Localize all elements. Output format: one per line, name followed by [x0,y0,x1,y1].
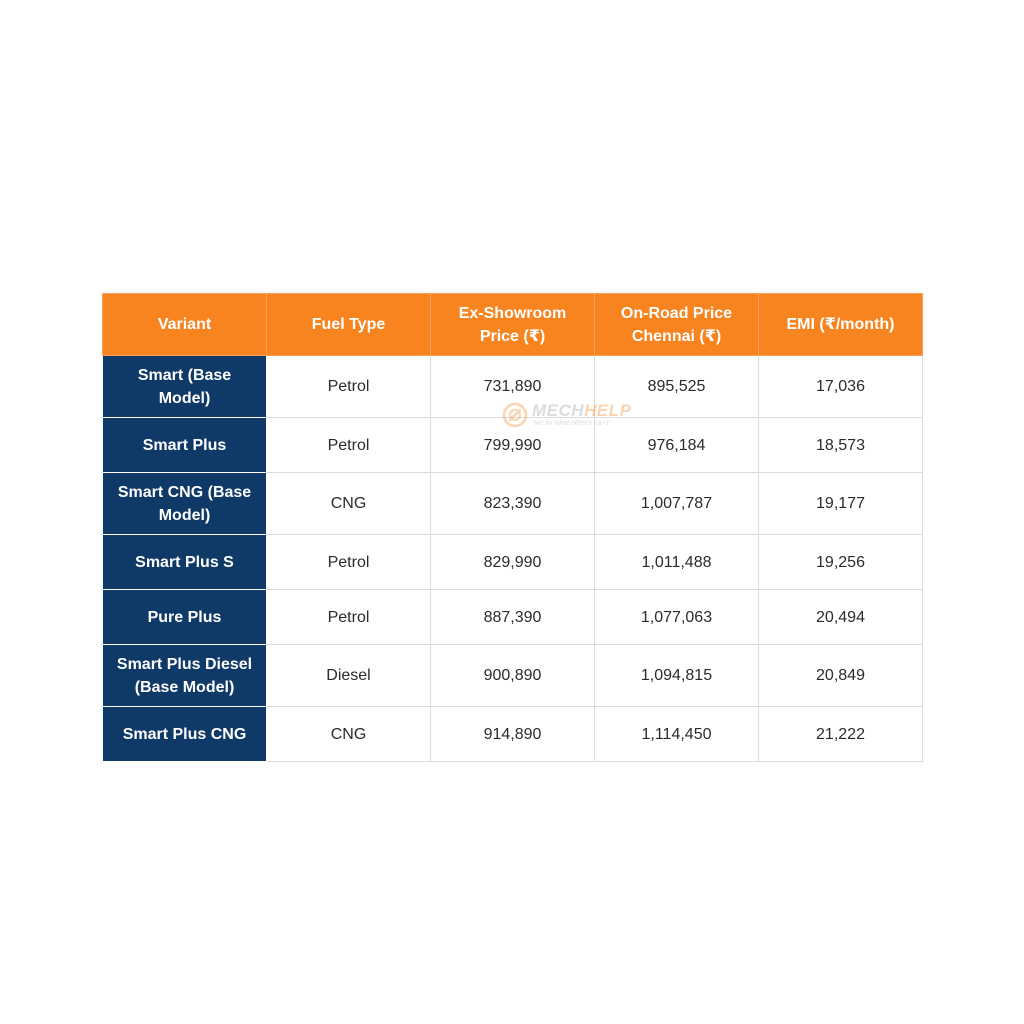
table-row [103,645,923,707]
header-on-road-price: On-Road Price Chennai (₹) [595,294,759,356]
table-row [103,535,923,590]
emi-cell: 21,222 [759,707,923,762]
on-road-cell: 1,007,787 [595,473,759,535]
ex-showroom-cell: 731,890 [431,356,595,418]
ex-showroom-cell: 900,890 [431,645,595,707]
fuel-cell: Diesel [267,645,431,707]
emi-cell: 20,494 [759,590,923,645]
table-row [103,418,923,473]
on-road-cell: 1,011,488 [595,535,759,590]
variant-cell: Smart Plus CNG [103,707,267,762]
ex-showroom-cell: 887,390 [431,590,595,645]
watermark-tagline: "we fix what other's can't" [532,420,611,427]
header-variant: Variant [103,294,267,356]
emi-cell: 18,573 [759,418,923,473]
table-row [103,356,923,418]
watermark-brand-mech: MECH [532,401,585,420]
header-fuel-type: Fuel Type [267,294,431,356]
on-road-cell: 976,184 [595,418,759,473]
variant-cell: Smart (Base Model) [103,356,267,418]
table-body [103,356,923,762]
table-row [103,707,923,762]
variant-cell: Smart Plus Diesel (Base Model) [103,645,267,707]
emi-cell: 19,177 [759,473,923,535]
emi-cell: 17,036 [759,356,923,418]
price-table [102,293,923,762]
variant-cell: Smart Plus [103,418,267,473]
ex-showroom-cell: 829,990 [431,535,595,590]
variant-cell: Pure Plus [103,590,267,645]
emi-cell: 20,849 [759,645,923,707]
table-row [103,590,923,645]
fuel-cell: Petrol [267,590,431,645]
fuel-cell: Petrol [267,418,431,473]
on-road-cell: 1,114,450 [595,707,759,762]
table-row [103,473,923,535]
fuel-cell: Petrol [267,356,431,418]
fuel-cell: CNG [267,707,431,762]
ex-showroom-cell: 799,990 [431,418,595,473]
variant-cell: Smart CNG (Base Model) [103,473,267,535]
fuel-cell: CNG [267,473,431,535]
header-emi: EMI (₹/month) [759,294,923,356]
header-row [103,294,923,356]
fuel-cell: Petrol [267,535,431,590]
on-road-cell: 895,525 [595,356,759,418]
table-header [103,294,923,356]
ex-showroom-cell: 914,890 [431,707,595,762]
on-road-cell: 1,094,815 [595,645,759,707]
variant-cell: Smart Plus S [103,535,267,590]
watermark-brand-help: HELP [584,401,632,420]
ex-showroom-cell: 823,390 [431,473,595,535]
on-road-cell: 1,077,063 [595,590,759,645]
emi-cell: 19,256 [759,535,923,590]
header-ex-showroom-price: Ex-Showroom Price (₹) [431,294,595,356]
